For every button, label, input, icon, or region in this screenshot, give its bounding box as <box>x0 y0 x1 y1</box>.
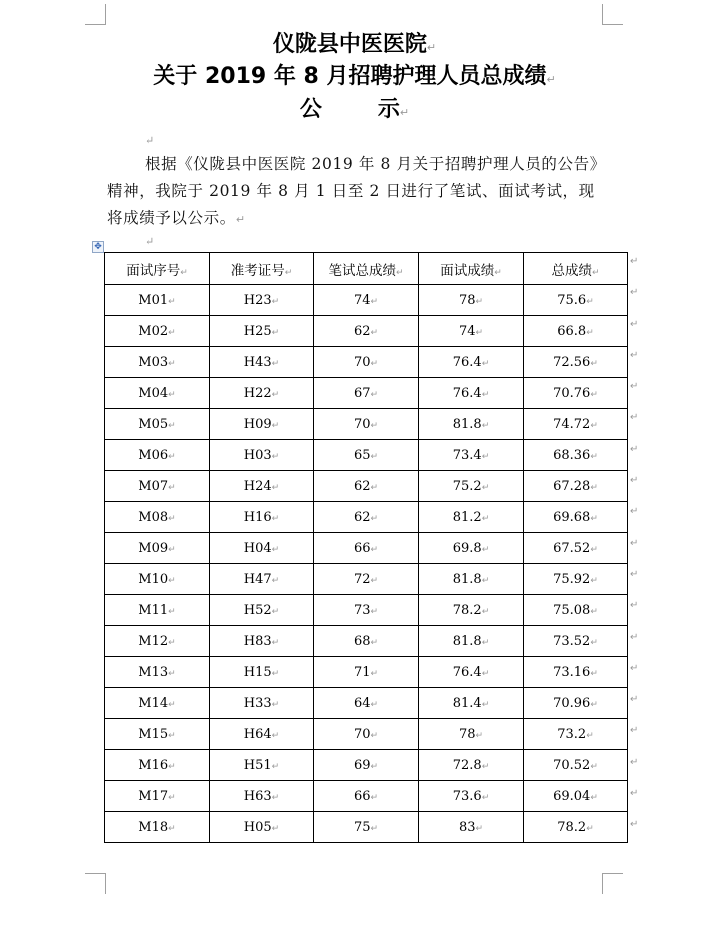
title-hospital: 仪陇县中医医院↵ <box>272 32 437 57</box>
table-row <box>105 347 628 378</box>
cell-interview-no: M14↵ <box>105 688 210 719</box>
row-end-mark-icon: ↵ <box>630 537 639 549</box>
cell-written-score: 66↵ <box>314 781 419 812</box>
table-row <box>105 781 628 812</box>
cell-total-score: 66.8↵ <box>524 316 628 347</box>
cell-written-score: 62↵ <box>314 316 419 347</box>
cell-interview-no: M18↵ <box>105 812 210 843</box>
cell-total-score: 70.96↵ <box>524 688 628 719</box>
cell-interview-score: 69.8↵ <box>419 533 524 564</box>
cell-total-score: 75.08↵ <box>524 595 628 626</box>
cell-ticket-no: H03↵ <box>210 440 314 471</box>
cell-written-score: 70↵ <box>314 719 419 750</box>
table-row <box>105 533 628 564</box>
table-row <box>105 626 628 657</box>
cell-total-score: 78.2↵ <box>524 812 628 843</box>
margin-corner-bottom-right <box>602 873 623 894</box>
table-row <box>105 812 628 843</box>
cell-total-score: 70.76↵ <box>524 378 628 409</box>
cell-written-score: 65↵ <box>314 440 419 471</box>
cell-interview-score: 81.8↵ <box>419 564 524 595</box>
cell-written-score: 66↵ <box>314 533 419 564</box>
cell-interview-score: 73.6↵ <box>419 781 524 812</box>
cell-ticket-no: H16↵ <box>210 502 314 533</box>
body-paragraph: 根据《仪陇县中医医院 2019 年 8 月关于招聘护理人员的公告》精神，我院于 2019 年 8 月 1 日至 2 日进行了笔试、面试考试，现将成绩予以公示。↵ <box>107 155 606 227</box>
cell-written-score: 68↵ <box>314 626 419 657</box>
cell-interview-no: M11↵ <box>105 595 210 626</box>
cell-interview-score: 76.4↵ <box>419 657 524 688</box>
row-end-mark-icon: ↵ <box>630 381 639 393</box>
margin-corner-bottom-left <box>85 873 106 894</box>
cell-total-score: 75.6↵ <box>524 285 628 316</box>
title-subject: 关于 2019 年 8 月招聘护理人员总成绩↵ <box>153 64 556 89</box>
paragraph-mark-icon: ↵ <box>235 213 246 226</box>
row-end-mark-icon: ↵ <box>630 443 639 455</box>
cell-interview-no: M01↵ <box>105 285 210 316</box>
cell-interview-no: M04↵ <box>105 378 210 409</box>
cell-total-score: 74.72↵ <box>524 409 628 440</box>
cell-interview-no: M12↵ <box>105 626 210 657</box>
header-ticket-no: 准考证号↵ <box>210 253 314 285</box>
cell-written-score: 67↵ <box>314 378 419 409</box>
cell-ticket-no: H63↵ <box>210 781 314 812</box>
table-row <box>105 409 628 440</box>
cell-ticket-no: H09↵ <box>210 409 314 440</box>
cell-total-score: 68.36↵ <box>524 440 628 471</box>
row-end-mark-icon: ↵ <box>630 506 639 518</box>
cell-interview-no: M09↵ <box>105 533 210 564</box>
row-end-mark-icon: ↵ <box>630 349 639 361</box>
cell-total-score: 73.2↵ <box>524 719 628 750</box>
cell-ticket-no: H15↵ <box>210 657 314 688</box>
cell-interview-score: 74↵ <box>419 316 524 347</box>
cell-written-score: 71↵ <box>314 657 419 688</box>
cell-interview-score: 78↵ <box>419 719 524 750</box>
table-move-handle-icon[interactable]: ✥ <box>92 241 104 253</box>
row-end-mark-icon: ↵ <box>630 756 639 768</box>
cell-interview-no: M08↵ <box>105 502 210 533</box>
row-end-mark-icon: ↵ <box>630 788 639 800</box>
table-header-row <box>105 253 628 285</box>
cell-ticket-no: H83↵ <box>210 626 314 657</box>
row-end-mark-icon: ↵ <box>630 287 639 299</box>
cell-interview-no: M13↵ <box>105 657 210 688</box>
paragraph-mark-icon: ↵ <box>546 73 556 86</box>
cell-interview-no: M05↵ <box>105 409 210 440</box>
cell-ticket-no: H52↵ <box>210 595 314 626</box>
cell-written-score: 73↵ <box>314 595 419 626</box>
row-end-mark-icon: ↵ <box>630 662 639 674</box>
row-end-mark-icon: ↵ <box>630 600 639 612</box>
cell-total-score: 72.56↵ <box>524 347 628 378</box>
table-row <box>105 285 628 316</box>
row-end-mark-icon: ↵ <box>630 256 639 267</box>
table-row <box>105 719 628 750</box>
row-end-mark-icon: ↵ <box>630 694 639 706</box>
cell-ticket-no: H64↵ <box>210 719 314 750</box>
header-interview-no: 面试序号↵ <box>105 253 210 285</box>
cell-interview-score: 72.8↵ <box>419 750 524 781</box>
table-row <box>105 564 628 595</box>
table-row <box>105 316 628 347</box>
cell-interview-score: 81.8↵ <box>419 626 524 657</box>
cell-ticket-no: H05↵ <box>210 812 314 843</box>
table-row <box>105 440 628 471</box>
paragraph-mark-icon: ↵ <box>399 106 410 119</box>
table-row <box>105 471 628 502</box>
cell-total-score: 69.68↵ <box>524 502 628 533</box>
cell-total-score: 69.04↵ <box>524 781 628 812</box>
table-row <box>105 502 628 533</box>
title-announcement: 公 示↵ <box>299 97 410 122</box>
cell-written-score: 72↵ <box>314 564 419 595</box>
cell-interview-score: 83↵ <box>419 812 524 843</box>
row-end-mark-icon: ↵ <box>630 725 639 737</box>
row-end-mark-icon: ↵ <box>630 412 639 424</box>
cell-written-score: 69↵ <box>314 750 419 781</box>
cell-total-score: 73.52↵ <box>524 626 628 657</box>
row-end-mark-icon: ↵ <box>630 631 639 643</box>
cell-ticket-no: H22↵ <box>210 378 314 409</box>
cell-total-score: 67.52↵ <box>524 533 628 564</box>
cell-interview-no: M02↵ <box>105 316 210 347</box>
cell-interview-score: 76.4↵ <box>419 347 524 378</box>
cell-interview-score: 78.2↵ <box>419 595 524 626</box>
cell-ticket-no: H23↵ <box>210 285 314 316</box>
cell-interview-no: M15↵ <box>105 719 210 750</box>
cell-interview-score: 73.4↵ <box>419 440 524 471</box>
row-end-marks <box>630 252 644 847</box>
table-row <box>105 595 628 626</box>
header-interview-score: 面试成绩↵ <box>419 253 524 285</box>
cell-interview-no: M10↵ <box>105 564 210 595</box>
cell-interview-no: M03↵ <box>105 347 210 378</box>
cell-interview-score: 78↵ <box>419 285 524 316</box>
row-end-mark-icon: ↵ <box>630 568 639 580</box>
cell-written-score: 75↵ <box>314 812 419 843</box>
cell-interview-no: M17↵ <box>105 781 210 812</box>
cell-ticket-no: H47↵ <box>210 564 314 595</box>
cell-ticket-no: H33↵ <box>210 688 314 719</box>
cell-interview-no: M06↵ <box>105 440 210 471</box>
cell-ticket-no: H43↵ <box>210 347 314 378</box>
row-end-mark-icon: ↵ <box>630 318 639 330</box>
cell-written-score: 62↵ <box>314 471 419 502</box>
paragraph-mark-icon: ↵ <box>426 41 437 54</box>
cell-written-score: 70↵ <box>314 409 419 440</box>
cell-ticket-no: H25↵ <box>210 316 314 347</box>
cell-total-score: 73.16↵ <box>524 657 628 688</box>
cell-written-score: 64↵ <box>314 688 419 719</box>
paragraph-mark-icon: ↵ <box>145 134 155 147</box>
header-total-score: 总成绩↵ <box>524 253 628 285</box>
table-row <box>105 378 628 409</box>
cell-ticket-no: H51↵ <box>210 750 314 781</box>
margin-corner-top-right <box>602 4 623 25</box>
header-written-score: 笔试总成绩↵ <box>314 253 419 285</box>
cell-interview-score: 81.4↵ <box>419 688 524 719</box>
cell-total-score: 67.28↵ <box>524 471 628 502</box>
cell-interview-score: 75.2↵ <box>419 471 524 502</box>
row-end-mark-icon: ↵ <box>630 819 639 831</box>
paragraph-mark-icon: ↵ <box>145 235 155 248</box>
cell-written-score: 74↵ <box>314 285 419 316</box>
cell-ticket-no: H04↵ <box>210 533 314 564</box>
table-row <box>105 688 628 719</box>
cell-interview-score: 76.4↵ <box>419 378 524 409</box>
cell-total-score: 75.92↵ <box>524 564 628 595</box>
table-row <box>105 750 628 781</box>
table-row <box>105 657 628 688</box>
cell-interview-no: M07↵ <box>105 471 210 502</box>
cell-written-score: 70↵ <box>314 347 419 378</box>
margin-corner-top-left <box>85 4 106 25</box>
cell-interview-score: 81.2↵ <box>419 502 524 533</box>
cell-interview-no: M16↵ <box>105 750 210 781</box>
cell-ticket-no: H24↵ <box>210 471 314 502</box>
cell-total-score: 70.52↵ <box>524 750 628 781</box>
cell-written-score: 62↵ <box>314 502 419 533</box>
scores-table <box>104 252 628 843</box>
row-end-mark-icon: ↵ <box>630 475 639 487</box>
cell-interview-score: 81.8↵ <box>419 409 524 440</box>
